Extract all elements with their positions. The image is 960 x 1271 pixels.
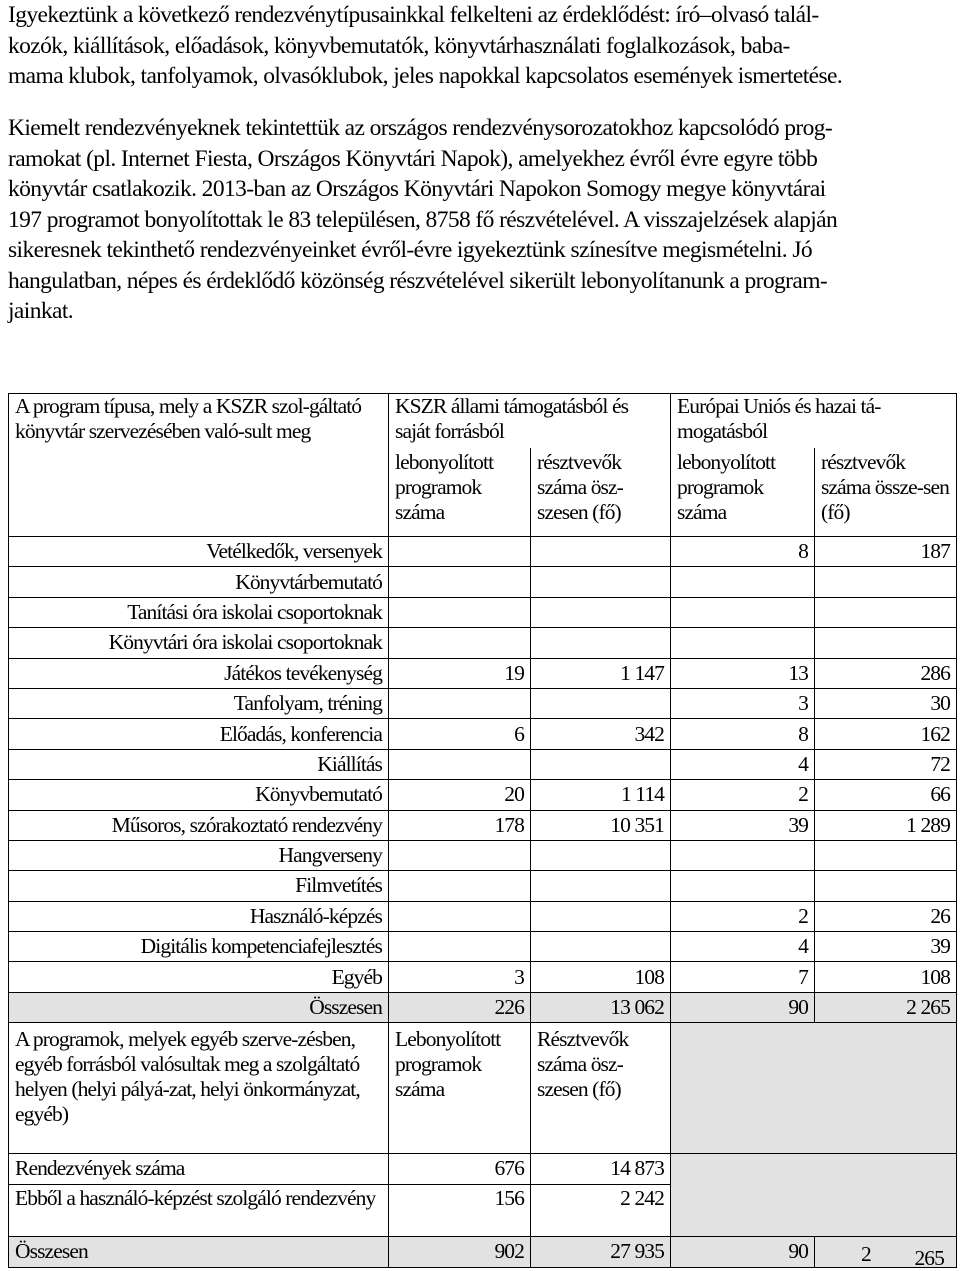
cell-kszr-programs: 178: [389, 810, 531, 840]
cell-kszr-programs: [389, 567, 531, 597]
cell-kszr-programs: 226: [389, 992, 531, 1022]
other-programs-header-row: [9, 1023, 957, 1154]
cell-kszr-programs: [389, 597, 531, 627]
text-line: ramokat (pl. Internet Fiesta, Országos Könyvtári Napok), amelyekhez évről évre egyre több: [8, 145, 818, 172]
cell-kszr-participants: 108: [531, 962, 671, 992]
text-line: 197 programot bonyolítottak le 83 településen, 8758 fő részvételével. A visszajelzések alapján: [8, 206, 838, 233]
cell-kszr-participants: 1 147: [531, 658, 671, 688]
cell-kszr-participants: [531, 871, 671, 901]
cell-participants: 27 935: [531, 1236, 671, 1267]
cell-eu-programs: 7: [671, 962, 815, 992]
cell-kszr-participants: 1 114: [531, 780, 671, 810]
row-label: Könyvbemutató: [9, 780, 389, 810]
row-label: Kiállítás: [9, 749, 389, 779]
cell-participants: 14 873: [531, 1154, 671, 1184]
table-row: [9, 780, 957, 810]
program-type-header: A program típusa, mely a KSZR szol-gáltató könyvtár szervezésében való-sult meg: [9, 394, 389, 537]
row-label: Összesen: [9, 992, 389, 1022]
cell-eu-programs: [671, 840, 815, 870]
cell-kszr-programs: 19: [389, 658, 531, 688]
cell-participants: 2 242: [531, 1184, 671, 1236]
table-row: [9, 962, 957, 992]
cell-eu-programs: 8: [671, 537, 815, 567]
eu-programs-header: lebonyolított programok száma: [671, 448, 815, 537]
cell-kszr-participants: [531, 749, 671, 779]
cell-kszr-participants: [531, 688, 671, 718]
text-line: Kiemelt rendezvényeknek tekintettük az országos rendezvénysorozatokhoz kapcsolódó prog-: [8, 115, 833, 141]
cell-kszr-programs: [389, 628, 531, 658]
cell-programs: 676: [389, 1154, 531, 1184]
table-row: [9, 840, 957, 870]
other-row: [9, 1154, 957, 1184]
cell-eu-programs: [671, 567, 815, 597]
text-line: mama klubok, tanfolyamok, olvasóklubok, jeles napokkal kapcsolatos események ismertetése.: [8, 63, 843, 89]
cell-eu-programs: 39: [671, 810, 815, 840]
cell-kszr-programs: [389, 537, 531, 567]
cell-eu-programs: 8: [671, 719, 815, 749]
cell-eu-participants: 39: [815, 932, 957, 962]
row-label: Előadás, konferencia: [9, 719, 389, 749]
intro-paragraph: [8, 0, 954, 92]
table-row: [9, 628, 957, 658]
cell-eu-participants: 2 265: [815, 992, 957, 1022]
cell-kszr-programs: [389, 871, 531, 901]
other-programs-count-header: Lebonyolított programok száma: [389, 1023, 531, 1154]
total-row: [9, 992, 957, 1022]
eu-participants-header: résztvevők száma össze-sen (fő): [815, 448, 957, 537]
shaded-cell: [671, 1023, 957, 1154]
table-header-row: [9, 394, 957, 449]
row-label: Vetélkedők, versenyek: [9, 537, 389, 567]
cell-eu-programs: [671, 597, 815, 627]
cell-kszr-participants: [531, 628, 671, 658]
text-line: Igyekeztünk a következő rendezvénytípusainkkal felkelteni az érdeklődést: író–olvasó talál-: [8, 2, 819, 28]
table-row: [9, 810, 957, 840]
cell-kszr-participants: [531, 597, 671, 627]
cell-eu-programs: 4: [671, 749, 815, 779]
cell-eu-participants: [815, 628, 957, 658]
kszr-funding-header: KSZR állami támogatásból és saját forrásból: [389, 394, 671, 449]
row-label: Könyvtárbemutató: [9, 567, 389, 597]
row-label: Ebből a használó-képzést szolgáló rendezvény: [9, 1184, 389, 1236]
cell-kszr-programs: [389, 749, 531, 779]
row-label: Játékos tevékenység: [9, 658, 389, 688]
text-line: hangulatban, népes és érdeklődő közönség részvételével sikerült lebonyolítanunk a program-: [8, 267, 828, 294]
cell-kszr-programs: [389, 932, 531, 962]
table-row: [9, 537, 957, 567]
cell-eu-participants: 286: [815, 658, 957, 688]
table-row: [9, 749, 957, 779]
cell-programs: 902: [389, 1236, 531, 1267]
cell-kszr-participants: 13 062: [531, 992, 671, 1022]
cell-eu-participants: 30: [815, 688, 957, 718]
other-participants-header: Résztvevők száma ösz-szesen (fő): [531, 1023, 671, 1154]
table-row: [9, 932, 957, 962]
table-row: [9, 719, 957, 749]
cell-kszr-programs: 3: [389, 962, 531, 992]
cell-eu-participants: [815, 597, 957, 627]
cell-eu-participants: 162: [815, 719, 957, 749]
value-part: 2: [861, 1241, 871, 1266]
cell-eu-programs: 13: [671, 658, 815, 688]
cell-eu-participants: 26: [815, 901, 957, 931]
cell-eu-participants: [815, 567, 957, 597]
cell-programs: 156: [389, 1184, 531, 1236]
cell-eu-programs: 2: [671, 780, 815, 810]
cell-eu-programs: 2: [671, 901, 815, 931]
cell-kszr-programs: [389, 688, 531, 718]
cell-eu-programs: 3: [671, 688, 815, 718]
cell-eu-participants: 187: [815, 537, 957, 567]
row-label: Filmvetítés: [9, 871, 389, 901]
cell-eu-participants: 108: [815, 962, 957, 992]
eu-funding-header: Európai Uniós és hazai tá-mogatásból: [671, 394, 957, 449]
row-label: Összesen: [9, 1236, 389, 1267]
cell-eu-participants: 72: [815, 749, 957, 779]
cell-kszr-participants: [531, 840, 671, 870]
cell-eu-participants: [815, 840, 957, 870]
program-statistics-table: [8, 393, 957, 1268]
cell-kszr-participants: [531, 567, 671, 597]
row-label: Tanfolyam, tréning: [9, 688, 389, 718]
cell-eu-programs: 4: [671, 932, 815, 962]
cell-kszr-participants: [531, 537, 671, 567]
kszr-participants-header: résztvevők száma ösz-szesen (fő): [531, 448, 671, 537]
table-row: [9, 901, 957, 931]
text-line: könyvtár csatlakozik. 2013-ban az Országos Könyvtári Napokon Somogy megye könyvtárai: [8, 176, 826, 202]
row-label: Egyéb: [9, 962, 389, 992]
value-part: 265: [914, 1245, 945, 1270]
text-line: sikeresnek tekinthető rendezvényeinket évről-évre igyekeztünk színesítve megismételni. Jó: [8, 237, 813, 263]
cell-kszr-participants: 342: [531, 719, 671, 749]
cell-eu-participants: [815, 871, 957, 901]
row-label: Rendezvények száma: [9, 1154, 389, 1184]
row-label: Könyvtári óra iskolai csoportoknak: [9, 628, 389, 658]
table-row: [9, 658, 957, 688]
cell-kszr-participants: [531, 901, 671, 931]
highlight-paragraph: [8, 113, 954, 327]
cell-eu-participants: 66: [815, 780, 957, 810]
text-line: jainkat.: [8, 298, 74, 324]
table-row: [9, 871, 957, 901]
text-line: kozók, kiállítások, előadások, könyvbemutatók, könyvtárhasználati foglalkozások, baba-: [8, 32, 790, 59]
cell-eu-participants: 1 289: [815, 810, 957, 840]
cell-kszr-programs: 6: [389, 719, 531, 749]
kszr-programs-header: lebonyolított programok száma: [389, 448, 531, 537]
other-programs-header: A programok, melyek egyéb szerve-zésben, egyéb forrásból valósultak meg a szolgáltató helyen (helyi pályá-zat, helyi önkormányzat, egyéb): [9, 1023, 389, 1154]
shaded-cell: [671, 1154, 957, 1236]
cell-kszr-programs: [389, 840, 531, 870]
cell-kszr-participants: 10 351: [531, 810, 671, 840]
table-row: [9, 688, 957, 718]
cell-eu-programs: 90: [671, 992, 815, 1022]
cell-kszr-programs: 20: [389, 780, 531, 810]
row-label: Digitális kompetenciafejlesztés: [9, 932, 389, 962]
row-label: Hangverseny: [9, 840, 389, 870]
cell-kszr-programs: [389, 901, 531, 931]
cell-eu-programs: [671, 871, 815, 901]
row-label: Műsoros, szórakoztató rendezvény: [9, 810, 389, 840]
cell-kszr-participants: [531, 932, 671, 962]
cell-eu-programs: [671, 628, 815, 658]
table-row: [9, 567, 957, 597]
row-label: Használó-képzés: [9, 901, 389, 931]
row-label: Tanítási óra iskolai csoportoknak: [9, 597, 389, 627]
cell-eu-programs: 90: [671, 1236, 815, 1267]
table-row: [9, 597, 957, 627]
